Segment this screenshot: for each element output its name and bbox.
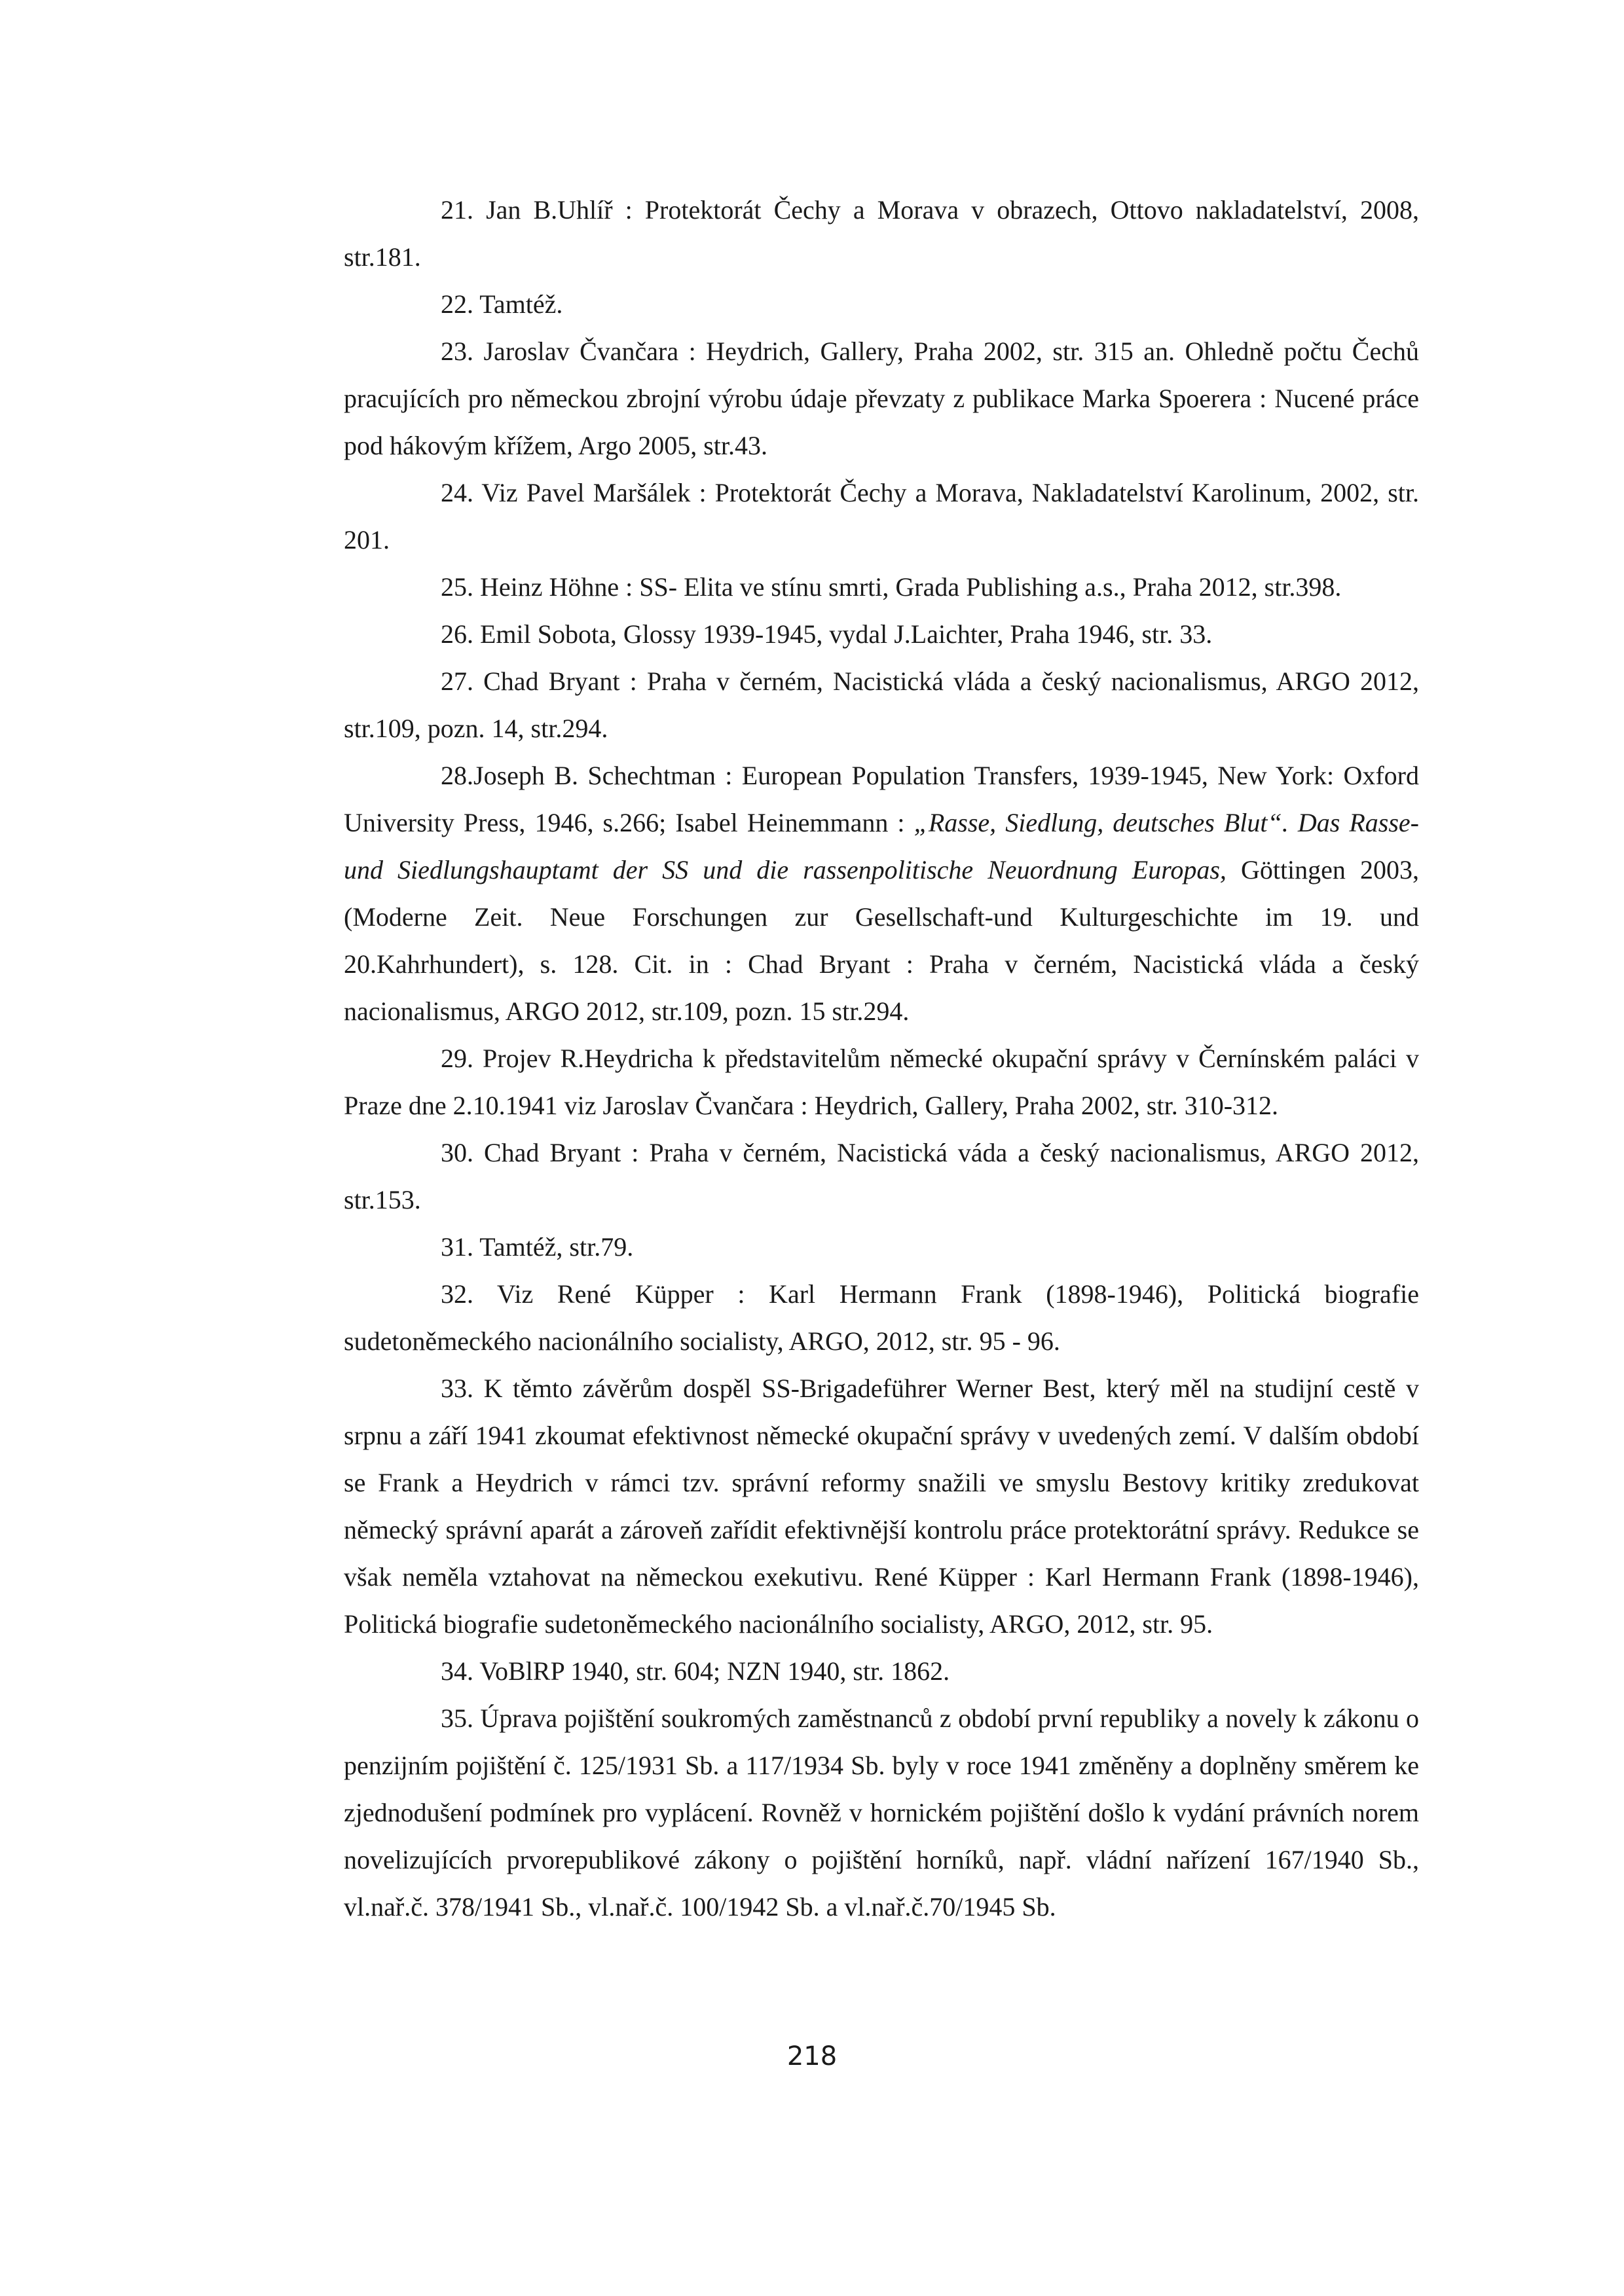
page-number: 218 [786, 2041, 838, 2071]
footnote-22: 22. Tamtéž. [441, 289, 563, 319]
footnote-26: 26. Emil Sobota, Glossy 1939-1945, vydal J.Laichter, Praha 1946, str. 33. [441, 619, 1213, 649]
footnote-28-italic-title: „Rasse, Siedlung, deutsches Blut“. Das Rasse-und Siedlungshauptamt der SS und die rassenpolitische Neuordnung Europas, [344, 808, 1419, 884]
footnote-30: 30. Chad Bryant : Praha v černém, Nacistická váda a český nacionalismus, ARGO 2012, str.153. [344, 1138, 1419, 1214]
footnote-35: 35. Úprava pojištění soukromých zaměstnanců z období první republiky a novely k zákonu o penzijním pojištění č. 125/1931 Sb. a 117/1934 Sb. byly v roce 1941 změněny a doplněny směrem ke zjednodušení podmínek pro vyplácení. Rovněž v hornickém pojištění došlo k vydání právních norem novelizujících prvorepublikové zákony o pojištění horníků, např. vládní nařízení 167/1940 Sb., vl.nař.č. 378/1941 Sb., vl.nař.č. 100/1942 Sb. a vl.nař.č.70/1945 Sb. [344, 1704, 1419, 1922]
footnote-34: 34. VoBlRP 1940, str. 604; NZN 1940, str. 1862. [441, 1656, 950, 1686]
footnote-31: 31. Tamtéž, str.79. [441, 1232, 634, 1262]
footnote-27: 27. Chad Bryant : Praha v černém, Nacistická vláda a český nacionalismus, ARGO 2012, str.109, pozn. 14, str.294. [344, 666, 1419, 743]
footnote-24: 24. Viz Pavel Maršálek : Protektorát Čechy a Morava, Nakladatelství Karolinum, 2002, str. 201. [344, 478, 1419, 555]
footnote-25: 25. Heinz Höhne : SS- Elita ve stínu smrti, Grada Publishing a.s., Praha 2012, str.398. [441, 572, 1342, 602]
footnotes-page [344, 187, 1419, 1931]
footnote-32: 32. Viz René Küpper : Karl Hermann Frank (1898-1946), Politická biografie sudetoněmeckého nacionálního socialisty, ARGO, 2012, str. 95 - 96. [344, 1279, 1419, 1356]
footnote-23: 23. Jaroslav Čvančara : Heydrich, Gallery, Praha 2002, str. 315 an. Ohledně počtu Čechů pracujících pro německou zbrojní výrobu údaje převzaty z publikace Marka Spoerera : Nucené práce pod hákovým křížem, Argo 2005, str.43. [344, 337, 1419, 460]
footnote-28-part2: Göttingen 2003, (Moderne Zeit. Neue Forschungen zur Gesellschaft-und Kulturgeschichte im 19. und 20.Kahrhundert), s. 128. Cit. in : Chad Bryant : Praha v černém, Nacistická vláda a český nacionalismus, ARGO 2012, str.109, pozn. 15 str.294. [344, 855, 1419, 1026]
footnote-29: 29. Projev R.Heydricha k představitelům německé okupační správy v Černínském paláci v Praze dne 2.10.1941 viz Jaroslav Čvančara : Heydrich, Gallery, Praha 2002, str. 310-312. [344, 1044, 1419, 1120]
footnote-33: 33. K těmto závěrům dospěl SS-Brigadeführer Werner Best, který měl na studijní cestě v srpnu a září 1941 zkoumat efektivnost německé okupační správy v uvedených zemí. V dalším období se Frank a Heydrich v rámci tzv. správní reformy snažili ve smyslu Bestovy kritiky zredukovat německý správní aparát a zároveň zařídit efektivnější kontrolu práce protektorátní správy. Redukce se však neměla vztahovat na německou exekutivu. René Küpper : Karl Hermann Frank (1898-1946), Politická biografie sudetoněmeckého nacionálního socialisty, ARGO, 2012, str. 95. [344, 1374, 1419, 1639]
footnote-28 [344, 752, 1419, 1035]
footnote-21: 21. Jan B.Uhlíř : Protektorát Čechy a Morava v obrazech, Ottovo nakladatelství, 2008, str.181. [344, 195, 1419, 272]
footnote-28-part1: 28.Joseph B. Schechtman : European Population Transfers, 1939-1945, New York: Oxford University Press, 1946, s.266; Isabel Heinemmann : [344, 761, 1419, 837]
